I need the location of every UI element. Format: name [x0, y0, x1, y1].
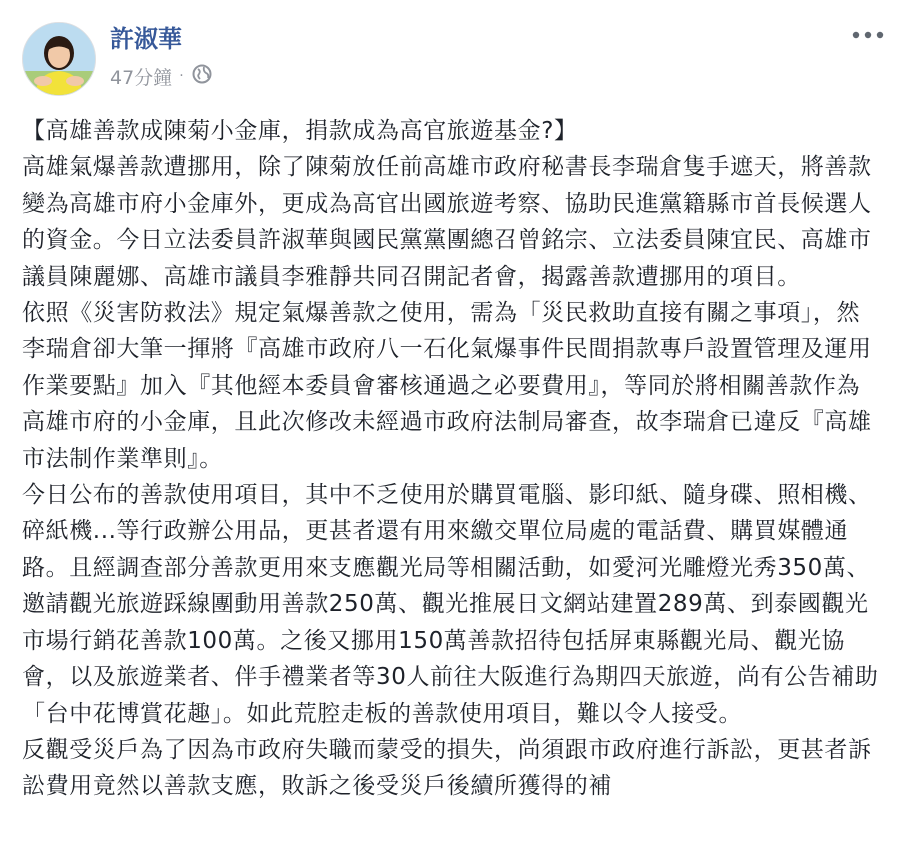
author-avatar[interactable]	[22, 22, 96, 96]
more-options-icon[interactable]	[850, 24, 886, 46]
post-paragraph: 依照《災害防救法》規定氣爆善款之使用，需為「災民救助直接有關之事項」，然李瑞倉卻大筆一揮將『高雄市政府八一石化氣爆事件民間捐款專戶設置管理及運用作業要點』加入『其他經本委員會審核通過之必要費用』，等同於將相關善款作為高雄市府的小金庫，且此次修改未經過市政府法制局審查，故李瑞倉已違反『高雄市法制作業準則』。	[22, 300, 872, 472]
author-name[interactable]: 許淑華	[110, 25, 182, 53]
post-body	[22, 113, 882, 853]
post-paragraph: 高雄氣爆善款遭挪用，除了陳菊放任前高雄市政府秘書長李瑞倉隻手遮天，將善款變為高雄市府小金庫外，更成為高官出國旅遊考察、協助民進黨籍縣市首長候選人的資金。今日立法委員許淑華與國民黨黨團總召曾銘宗、立法委員陳宜民、高雄市議員陳麗娜、高雄市議員李雅靜共同召開記者會，揭露善款遭挪用的項目。	[22, 154, 872, 290]
post-headline: 【高雄善款成陳菊小金庫，捐款成為高官旅遊基金?】	[22, 118, 578, 144]
post-timestamp[interactable]: 47分鐘	[110, 66, 173, 89]
avatar-photo	[23, 23, 95, 95]
post-paragraph: 今日公布的善款使用項目，其中不乏使用於購買電腦、影印紙、隨身碟、照相機、碎紙機...等行政辦公用品，更甚者還有用來繳交單位局處的電話費、購買媒體通路。且經調查部分善款更用來支應觀光局等相關活動，如愛河光雕燈光秀350萬、邀請觀光旅遊踩線團動用善款250萬、觀光推展日文網站建置289萬、到泰國觀光市場行銷花善款100萬。之後又挪用150萬善款招待包括屏東縣觀光局、觀光協會，以及旅遊業者、伴手禮業者等30人前往大阪進行為期四天旅遊，尚有公告補助「台中花博賞花趣」。如此荒腔走板的善款使用項目，難以令人接受。	[22, 482, 879, 727]
post-paragraph: 反觀受災戶為了因為市政府失職而蒙受的損失，尚須跟市政府進行訴訟，更甚者訴訟費用竟然以善款支應，敗訴之後受災戶後續所獲得的補	[22, 736, 872, 800]
globe-icon[interactable]	[191, 63, 213, 89]
meta-separator: ·	[179, 68, 184, 84]
post-meta	[110, 63, 213, 89]
